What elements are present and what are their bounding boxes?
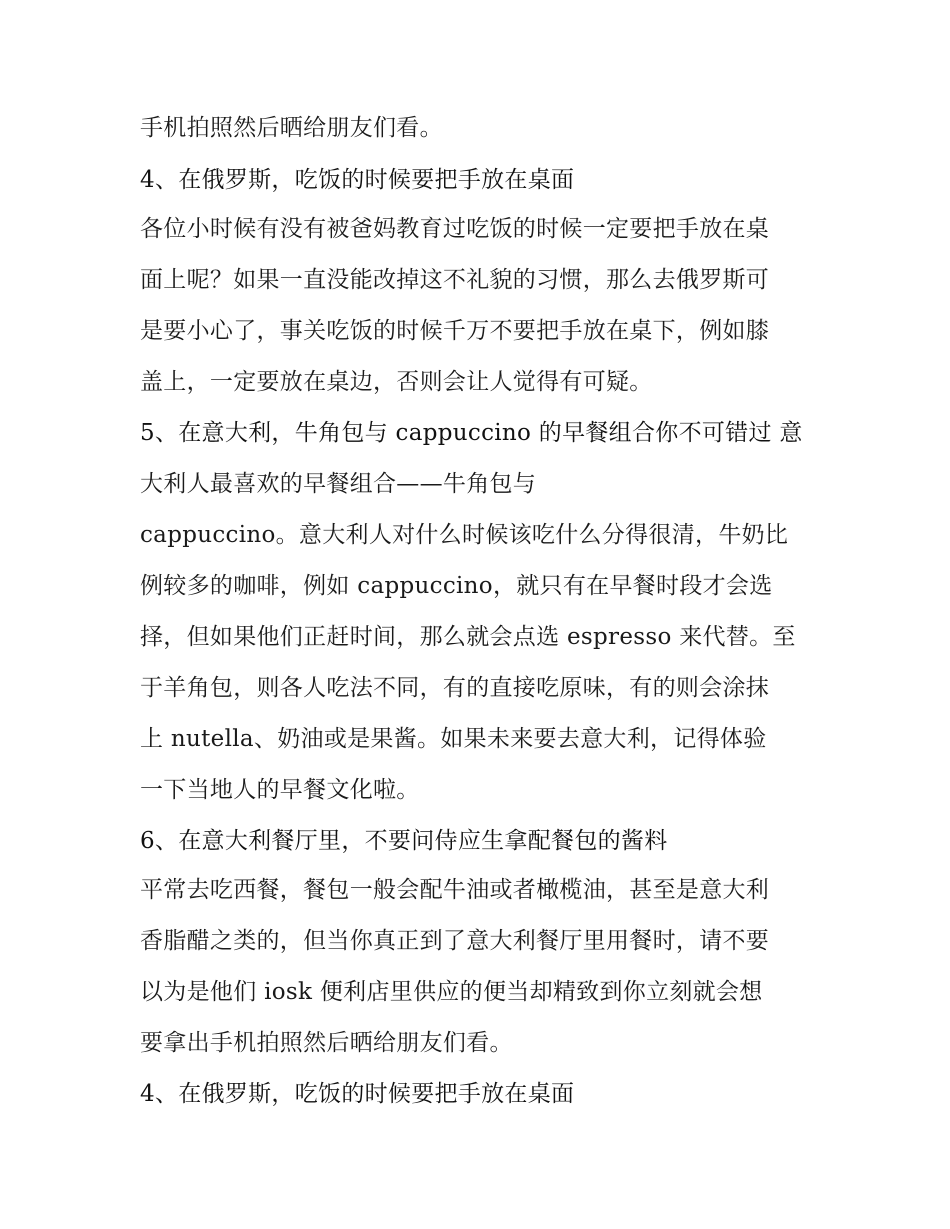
text-line: 大利人最喜欢的早餐组合——牛角包与 bbox=[140, 471, 537, 497]
text-line: 要拿出手机拍照然后晒给朋友们看。 bbox=[140, 1030, 513, 1056]
text-line: 一下当地人的早餐文化啦。 bbox=[140, 777, 420, 803]
text-line: 盖上，一定要放在桌边，否则会让人觉得有可疑。 bbox=[140, 369, 653, 395]
text-line: 例较多的咖啡，例如 cappuccino，就只有在早餐时段才会选 bbox=[140, 573, 773, 599]
text-line: cappuccino。意大利人对什么时候该吃什么分得很清，牛奶比 bbox=[140, 522, 789, 548]
section-heading-russia: 4、在俄罗斯，吃饭的时候要把手放在桌面 bbox=[140, 167, 575, 193]
text-line: 面上呢？如果一直没能改掉这不礼貌的习惯，那么去俄罗斯可 bbox=[140, 267, 770, 293]
text-line: 各位小时候有没有被爸妈教育过吃饭的时候一定要把手放在桌 bbox=[140, 216, 770, 242]
text-line: 手机拍照然后晒给朋友们看。 bbox=[140, 115, 443, 141]
text-line: 择，但如果他们正赶时间，那么就会点选 espresso 来代替。至 bbox=[140, 624, 796, 650]
text-line: 香脂醋之类的，但当你真正到了意大利餐厅里用餐时，请不要 bbox=[140, 928, 770, 954]
text-line: 于羊角包，则各人吃法不同，有的直接吃原味，有的则会涂抹 bbox=[140, 675, 770, 701]
text-line: 以为是他们 iosk 便利店里供应的便当却精致到你立刻就会想 bbox=[140, 979, 763, 1005]
section-heading-italy-breakfast: 5、在意大利，牛角包与 cappuccino 的早餐组合你不可错过 意 bbox=[140, 420, 803, 446]
text-line: 上 nutella、奶油或是果酱。如果未来要去意大利，记得体验 bbox=[140, 726, 767, 752]
text-line: 平常去吃西餐，餐包一般会配牛油或者橄榄油，甚至是意大利 bbox=[140, 877, 770, 903]
text-line: 是要小心了，事关吃饭的时候千万不要把手放在桌下，例如膝 bbox=[140, 318, 770, 344]
section-heading-russia-repeat: 4、在俄罗斯，吃饭的时候要把手放在桌面 bbox=[140, 1081, 575, 1107]
section-heading-italy-restaurant: 6、在意大利餐厅里，不要问侍应生拿配餐包的酱料 bbox=[140, 828, 668, 854]
